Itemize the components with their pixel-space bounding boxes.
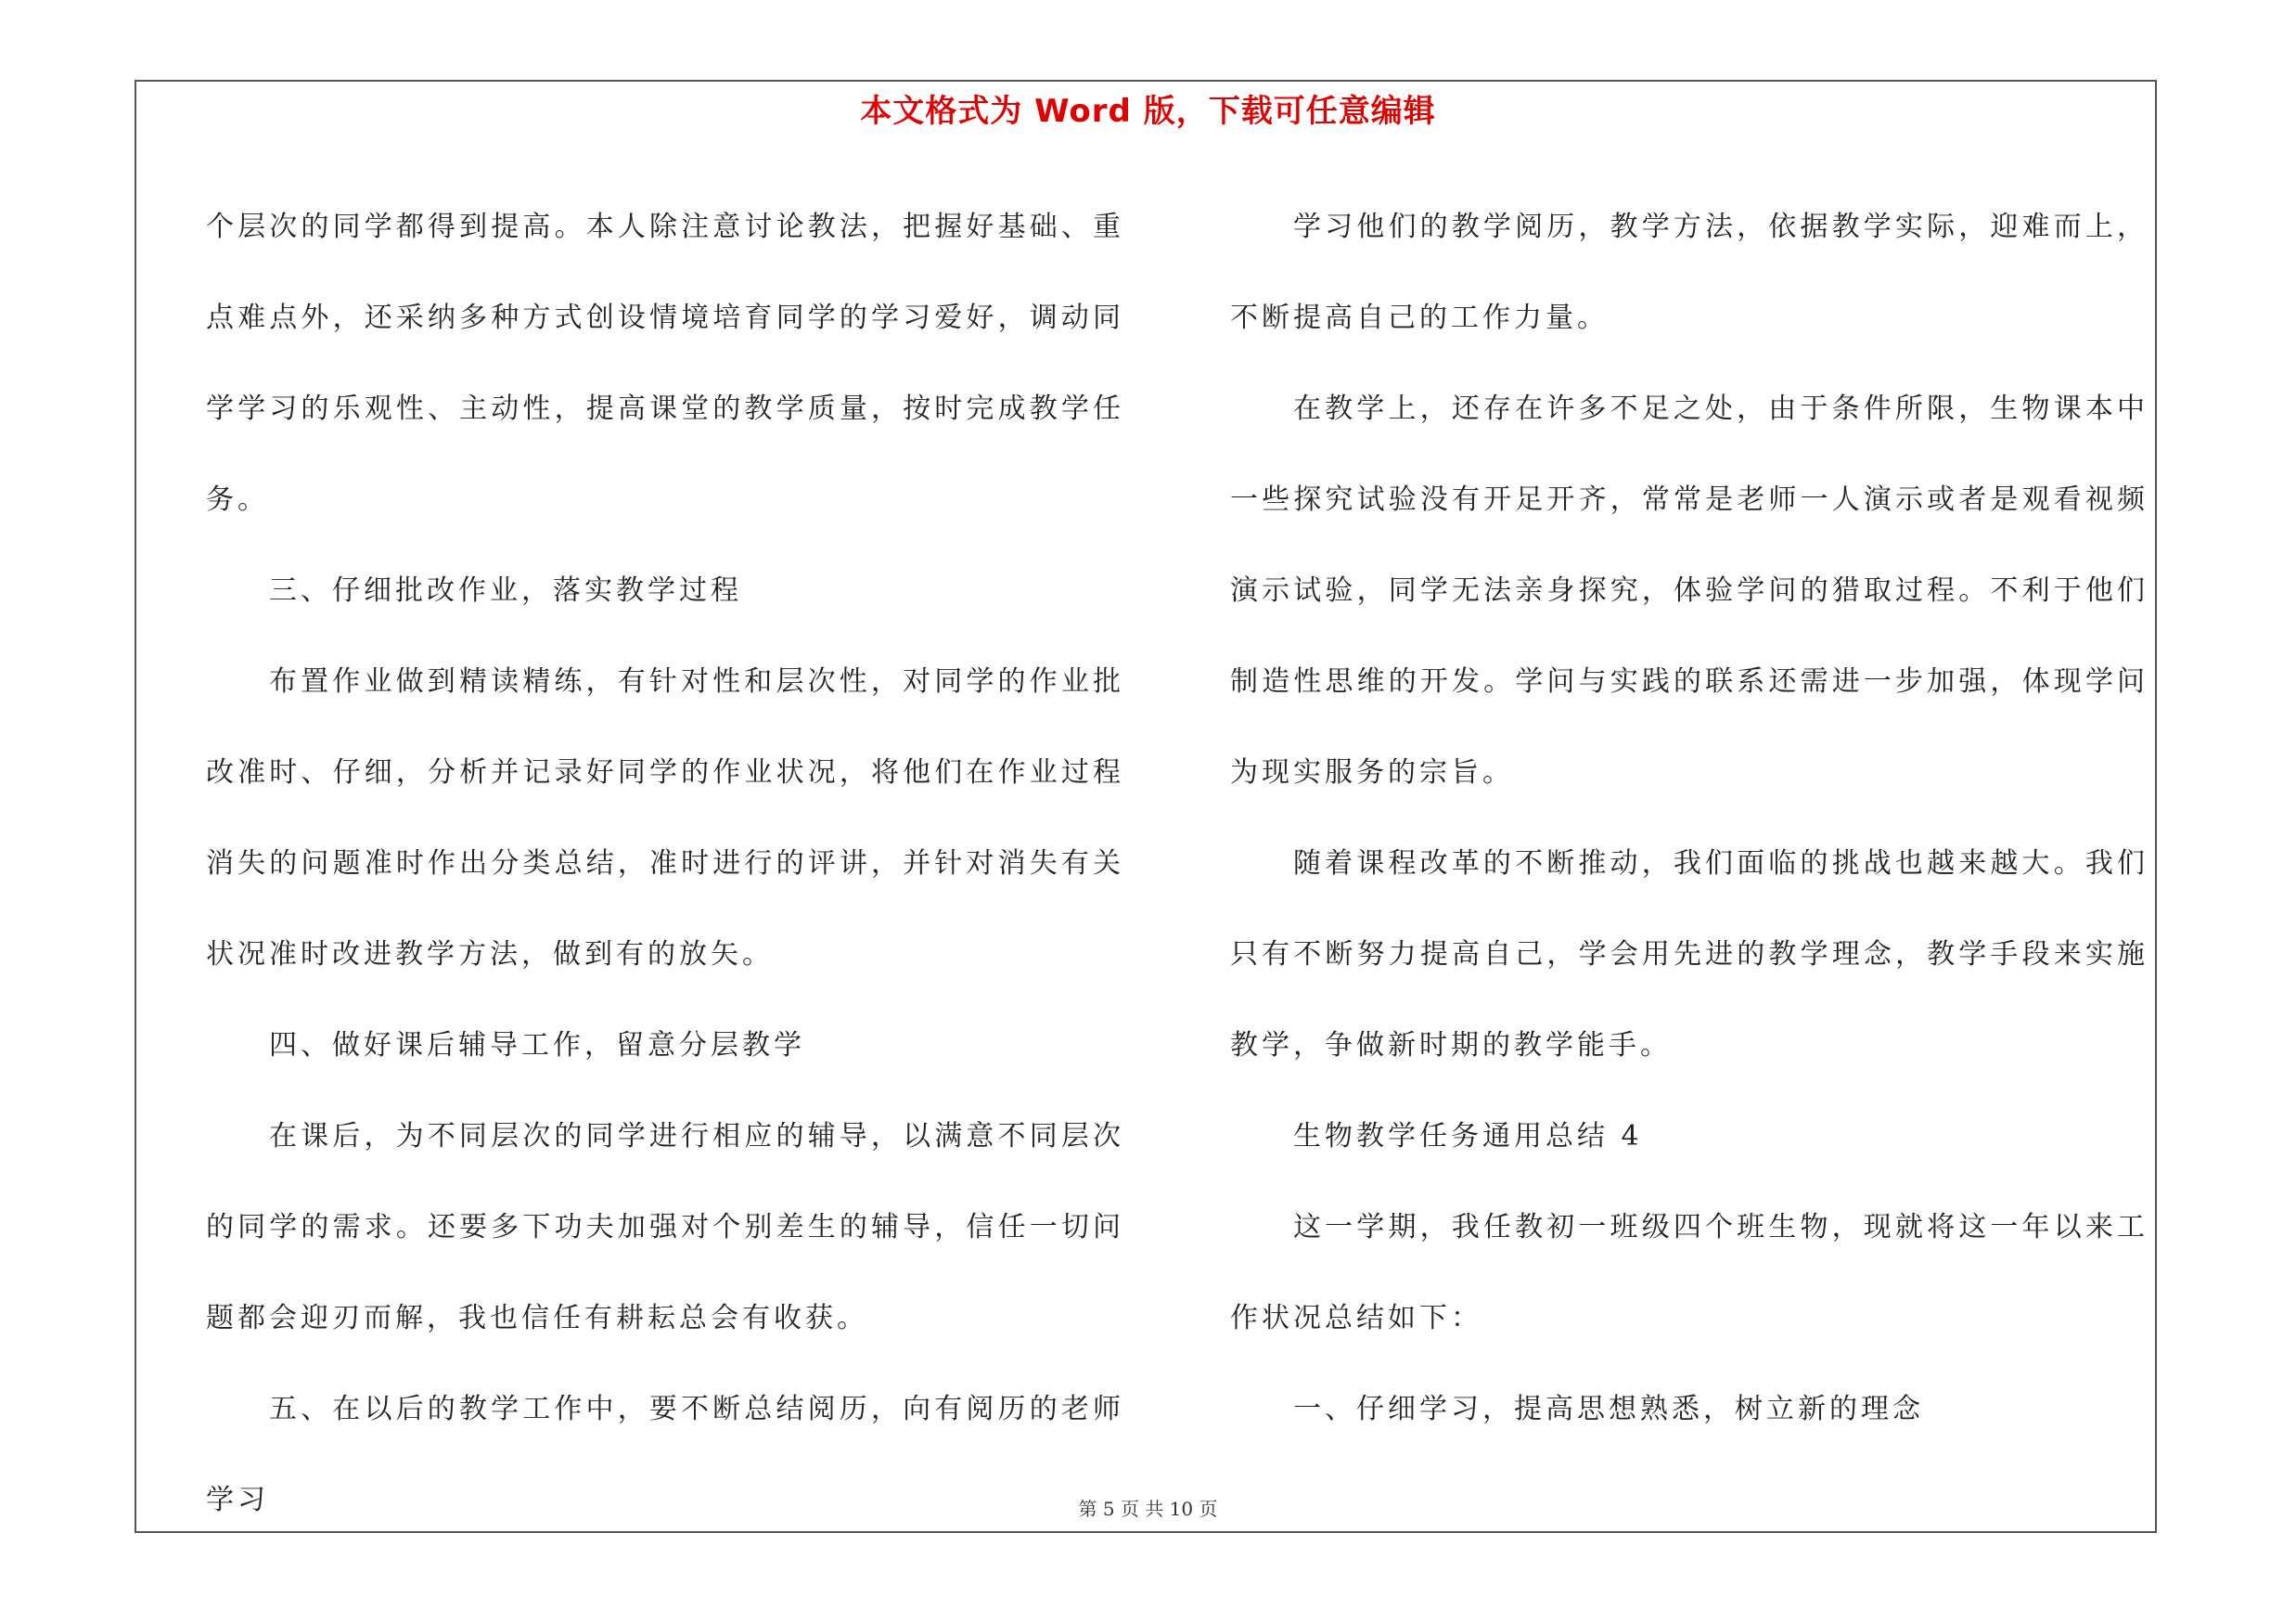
paragraph-left-1: 个层次的同学都得到提高。本人除注意讨论教法，把握好基础、重点难点外，还采纳多种方式创设情境培育同学的学习爱好，调动同学学习的乐观性、主动性，提高课堂的教学质量，按时完成教学任务。: [206, 211, 1124, 516]
paragraph-left-5: 在课后，为不同层次的同学进行相应的辅导，以满意不同层次的同学的需求。还要多下功夫加强对个别差生的辅导，信任一切问题都会迎刃而解，我也信任有耕耘总会有收获。: [206, 1120, 1124, 1334]
paragraph-left-3: 布置作业做到精读精练，有针对性和层次性，对同学的作业批改准时、仔细，分析并记录好同学的作业状况，将他们在作业过程消失的问题准时作出分类总结，准时进行的评讲，并针对消失有关状况准时改进教学方法，做到有的放矢。: [206, 665, 1124, 971]
section-heading-1: 一、仔细学习，提高思想熟悉，树立新的理念: [1293, 1393, 1924, 1425]
section-heading-3: 三、仔细批改作业，落实教学过程: [269, 574, 742, 607]
left-column: [206, 182, 1124, 1546]
paragraph-right-3: 随着课程改革的不断推动，我们面临的挑战也越来越大。我们只有不断努力提高自己，学会用先进的教学理念，教学手段来实施教学，争做新时期的教学能手。: [1230, 847, 2148, 1062]
page-number-footer: 第 5 页 共 10 页: [1078, 1498, 1218, 1520]
editable-banner: 本文格式为 Word 版，下载可任意编辑: [860, 93, 1436, 130]
paragraph-right-5: 这一学期，我任教初一班级四个班生物，现就将这一年以来工作状况总结如下：: [1230, 1211, 2148, 1334]
section-heading-5: 五、在以后的教学工作中，要不断总结阅历，向有阅历的老师学习: [206, 1393, 1124, 1516]
article-title-4: 生物教学任务通用总结 4: [1293, 1120, 1643, 1153]
right-column: [1230, 182, 2148, 1455]
section-heading-4: 四、做好课后辅导工作，留意分层教学: [269, 1029, 805, 1062]
paragraph-right-2: 在教学上，还存在许多不足之处，由于条件所限，生物课本中一些探究试验没有开足开齐，常常是老师一人演示或者是观看视频演示试验，同学无法亲身探究，体验学问的猎取过程。不利于他们制造性思维的开发。学问与实践的联系还需进一步加强，体现学问为现实服务的宗旨。: [1230, 393, 2148, 789]
paragraph-right-1: 学习他们的教学阅历，教学方法，依据教学实际，迎难而上，不断提高自己的工作力量。: [1230, 211, 2148, 334]
